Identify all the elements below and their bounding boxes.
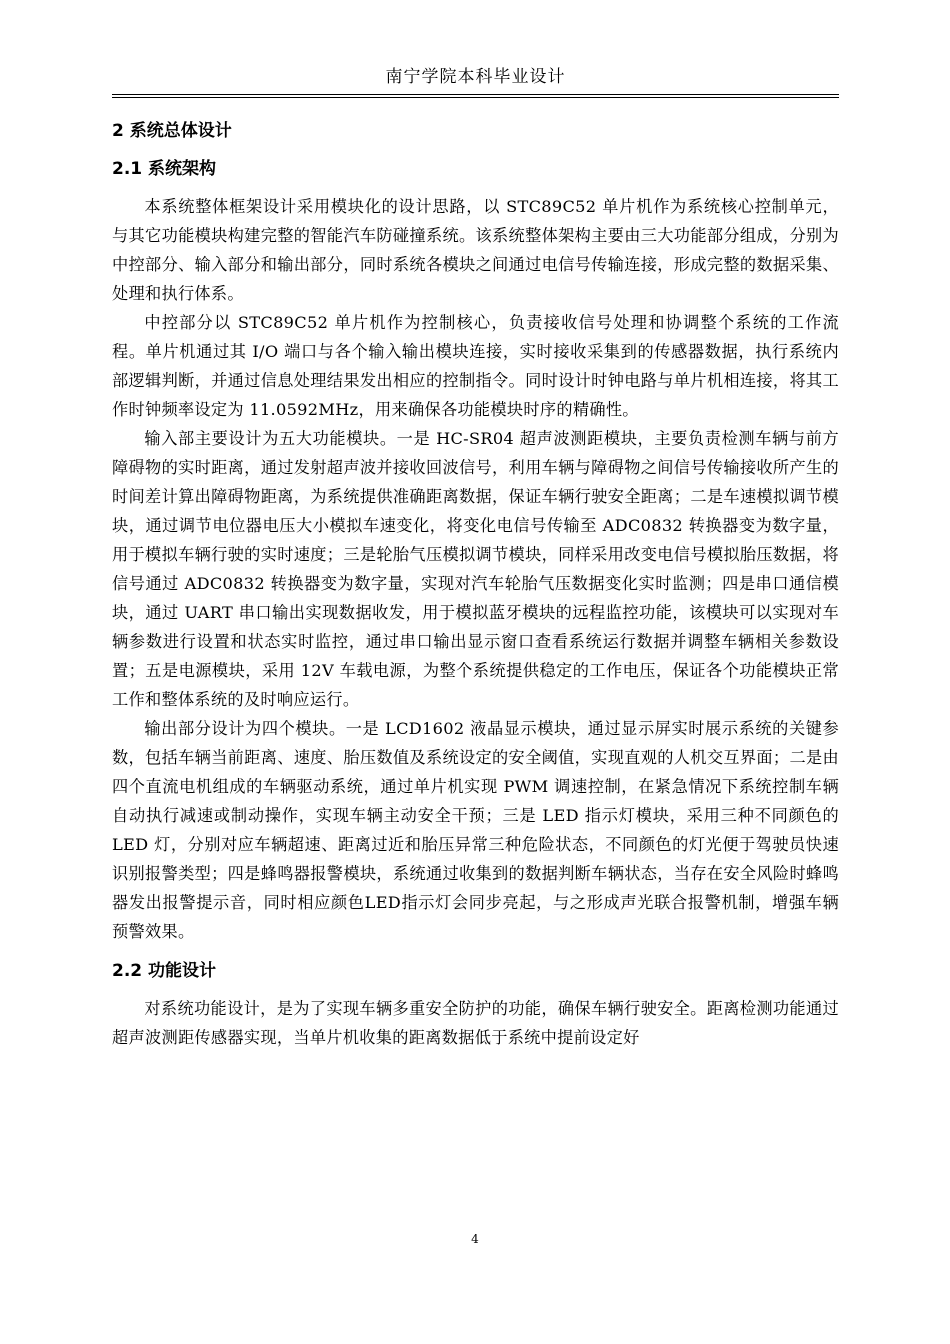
page-number: 4 — [471, 1232, 479, 1246]
header-rule — [112, 94, 839, 95]
chapter-heading: 2 系统总体设计 — [112, 121, 232, 141]
running-header: 南宁学院本科毕业设计 — [385, 67, 566, 87]
paragraph: 输出部分设计为四个模块。一是 LCD1602 液晶显示模块，通过显示屏实时展示系统的关键参数，包括车辆当前距离、速度、胎压数值及系统设定的安全阈值，实现直观的人机交互界面；二是由四个直流电机组成的车辆驱动系统，通过单片机实现 PWM 调速控制，在紧急情况下系统控制车辆自动执行减速或制动操作，实现车辆主动安全干预；三是 LED 指示灯模块，采用三种不同颜色的 LED 灯，分别对应车辆超速、距离过近和胎压异常三种危险状态，不同颜色的灯光便于驾驶员快速识别报警类型；四是蜂鸣器报警模块，系统通过收集到的数据判断车辆状态，当存在安全风险时蜂鸣器发出报警提示音，同时相应颜色LED指示灯会同步亮起，与之形成声光联合报警机制，增强车辆预警效果。 — [112, 719, 839, 941]
header-rule-thin — [112, 97, 839, 98]
body-content — [112, 118, 839, 1052]
paragraph: 中控部分以 STC89C52 单片机作为控制核心，负责接收信号处理和协调整个系统的工作流程。单片机通过其 I/O 端口与各个输入输出模块连接，实时接收采集到的传感器数据，执行系统内部逻辑判断，并通过信息处理结果发出相应的控制指令。同时设计时钟电路与单片机相连接，将其工作时钟频率设定为 11.0592MHz，用来确保各功能模块时序的精确性。 — [112, 313, 839, 419]
paragraph: 输入部主要设计为五大功能模块。一是 HC-SR04 超声波测距模块，主要负责检测车辆与前方障碍物的实时距离，通过发射超声波并接收回波信号，利用车辆与障碍物之间信号传输接收所产生的时间差计算出障碍物距离，为系统提供准确距离数据，保证车辆行驶安全距离；二是车速模拟调节模块，通过调节电位器电压大小模拟车速变化，将变化电信号传输至 ADC0832 转换器变为数字量，用于模拟车辆行驶的实时速度；三是轮胎气压模拟调节模块，同样采用改变电信号模拟胎压数据，将信号通过 ADC0832 转换器变为数字量，实现对汽车轮胎气压数据变化实时监测；四是串口通信模块，通过 UART 串口输出实现数据收发，用于模拟蓝牙模块的远程监控功能，该模块可以实现对车辆参数进行设置和状态实时监控，通过串口输出显示窗口查看系统运行数据并调整车辆相关参数设置；五是电源模块，采用 12V 车载电源，为整个系统提供稳定的工作电压，保证各个功能模块正常工作和整体系统的及时响应运行。 — [112, 429, 839, 709]
paragraph: 本系统整体框架设计采用模块化的设计思路，以 STC89C52 单片机作为系统核心控制单元，与其它功能模块构建完整的智能汽车防碰撞系统。该系统整体架构主要由三大功能部分组成，分别为中控部分、输入部分和输出部分，同时系统各模块之间通过电信号传输连接，形成完整的数据采集、处理和执行体系。 — [112, 197, 839, 303]
section-heading-2-1: 2.1 系统架构 — [112, 159, 217, 179]
section-heading-2-2: 2.2 功能设计 — [112, 961, 217, 981]
paragraph: 对系统功能设计，是为了实现车辆多重安全防护的功能，确保车辆行驶安全。距离检测功能通过超声波测距传感器实现，当单片机收集的距离数据低于系统中提前设定好 — [112, 999, 839, 1047]
